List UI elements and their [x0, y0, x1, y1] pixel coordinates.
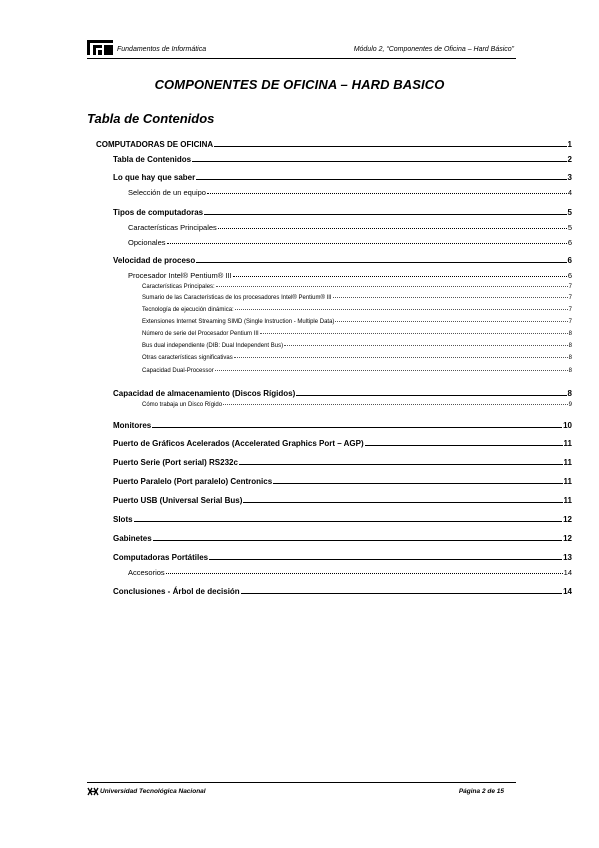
toc-entry[interactable] — [113, 155, 572, 164]
toc-entry-page: 1 — [567, 140, 572, 149]
toc-leader — [215, 370, 568, 371]
toc-entry[interactable] — [142, 295, 572, 301]
toc-leader — [260, 333, 568, 334]
toc-entry-title: Características Principales — [128, 223, 217, 232]
toc-leader — [218, 228, 567, 229]
toc-entry[interactable] — [142, 319, 572, 325]
page-footer — [87, 786, 516, 800]
toc-entry-page: 13 — [563, 553, 572, 562]
toc-leader — [166, 573, 563, 574]
toc-leader — [234, 357, 568, 358]
toc-entry-page: 9 — [568, 402, 572, 408]
toc-entry-page: 8 — [568, 368, 572, 374]
toc-entry[interactable] — [128, 238, 572, 247]
toc-entry-page: 6 — [567, 238, 572, 247]
toc-leader — [241, 593, 562, 594]
toc-entry-title: Gabinetes — [113, 534, 152, 543]
toc-entry[interactable] — [128, 568, 572, 577]
toc-entry[interactable] — [113, 553, 572, 562]
toc-entry-title: Computadoras Portátiles — [113, 553, 209, 562]
toc-entry-title: Sumario de las Características de los procesadores Intel® Pentium® III — [142, 295, 332, 301]
toc-entry-page: 7 — [568, 284, 572, 290]
toc-leader — [216, 286, 568, 287]
footer-rule — [87, 782, 516, 783]
header-left-text: Fundamentos de Informática — [117, 46, 207, 53]
toc-entry[interactable] — [128, 223, 572, 232]
toc-entry-title: Slots — [113, 515, 133, 524]
toc-leader — [296, 395, 566, 396]
toc-leader — [239, 464, 563, 465]
toc-entry[interactable] — [113, 515, 572, 524]
toc-entry[interactable] — [113, 458, 572, 467]
toc-entry-title: Accesorios — [128, 568, 165, 577]
toc-leader — [153, 540, 562, 541]
toc-entry[interactable] — [113, 534, 572, 543]
toc-entry[interactable] — [142, 307, 572, 313]
toc-entry[interactable] — [113, 421, 572, 430]
toc-leader — [196, 179, 566, 180]
toc-entry[interactable] — [128, 271, 572, 280]
university-logo-icon — [87, 787, 99, 796]
toc-leader — [152, 427, 562, 428]
header-right-text: Módulo 2, “Componentes de Oficina – Hard Básico” — [353, 46, 514, 53]
toc-entry[interactable] — [142, 368, 572, 374]
toc-entry-page: 14 — [563, 568, 572, 577]
toc-entry[interactable] — [113, 256, 572, 265]
toc-entry-title: Puerto USB (Universal Serial Bus) — [113, 496, 243, 505]
toc-leader — [134, 521, 563, 522]
toc-entry-title: Extensiones Internet Streaming SIMD (Single Instruction - Multiple Data) — [142, 319, 335, 325]
toc-entry[interactable] — [113, 496, 572, 505]
toc-entry-page: 14 — [563, 587, 572, 596]
toc-leader — [196, 262, 566, 263]
toc-entry-title: Procesador Intel® Pentium® III — [128, 271, 232, 280]
toc-entry[interactable] — [113, 173, 572, 182]
toc-leader — [214, 146, 566, 147]
toc-entry-title: Velocidad de proceso — [113, 256, 196, 265]
toc-entry[interactable] — [113, 208, 572, 217]
toc-leader — [284, 345, 568, 346]
toc-entry-title: Número de serie del Procesador Pentium III — [142, 331, 259, 337]
toc-entry-page: 2 — [567, 155, 572, 164]
toc-entry-page: 5 — [567, 223, 572, 232]
toc-heading: Tabla de Contenidos — [87, 111, 215, 126]
toc-entry-page: 12 — [563, 534, 572, 543]
toc-entry-title: Puerto de Gráficos Acelerados (Accelerated Graphics Port – AGP) — [113, 439, 364, 448]
toc-entry-title: COMPUTADORAS DE OFICINA — [96, 140, 214, 149]
document-title: COMPONENTES DE OFICINA – HARD BASICO — [154, 77, 445, 92]
toc-leader — [235, 309, 568, 310]
toc-entry-title: Selección de un equipo — [128, 188, 206, 197]
toc-leader — [209, 559, 562, 560]
toc-entry[interactable] — [113, 439, 572, 448]
toc-entry-title: Monitores — [113, 421, 152, 430]
toc-entry-title: Características Principales: — [142, 284, 215, 290]
toc-leader — [365, 445, 563, 446]
toc-entry-title: Bus dual independiente (DIB: Dual Independent Bus) — [142, 343, 284, 349]
toc-entry-title: Tecnología de ejecución dinámica: — [142, 307, 234, 313]
toc-leader — [273, 483, 562, 484]
toc-entry-page: 4 — [567, 188, 572, 197]
toc-entry[interactable] — [113, 477, 572, 486]
toc-entry[interactable] — [113, 587, 572, 596]
toc-entry-title: Conclusiones - Árbol de decisión — [113, 587, 240, 596]
toc-entry-page: 7 — [568, 307, 572, 313]
toc-entry-page: 11 — [563, 477, 572, 486]
toc-entry[interactable] — [142, 343, 572, 349]
toc-entry-title: Lo que hay que saber — [113, 173, 196, 182]
toc-entry-title: Tabla de Contenidos — [113, 155, 192, 164]
toc-entry[interactable] — [142, 402, 572, 408]
toc-entry-title: Puerto Serie (Port serial) RS232c — [113, 458, 238, 467]
toc-entry-page: 6 — [567, 256, 572, 265]
toc-entry-title: Otras características significativas — [142, 355, 233, 361]
toc-entry[interactable] — [142, 355, 572, 361]
toc-entry-page: 8 — [568, 343, 572, 349]
footer-page-number: Página 2 de 15 — [458, 788, 504, 795]
toc-entry[interactable] — [142, 284, 572, 290]
toc-entry-page: 8 — [568, 355, 572, 361]
toc-entry-page: 3 — [567, 173, 572, 182]
toc-entry[interactable] — [113, 389, 572, 398]
toc-entry-page: 11 — [563, 458, 572, 467]
toc-leader — [333, 297, 568, 298]
toc-entry-page: 7 — [568, 319, 572, 325]
toc-leader — [204, 214, 566, 215]
toc-leader — [167, 243, 567, 244]
toc-leader — [192, 161, 566, 162]
toc-entry-title: Cómo trabaja un Disco Rígido — [142, 402, 223, 408]
toc-entry-page: 6 — [567, 271, 572, 280]
toc-leader — [223, 404, 568, 405]
toc-entry-page: 7 — [568, 295, 572, 301]
toc-entry-title: Puerto Paralelo (Port paralelo) Centronics — [113, 477, 273, 486]
toc-entry-title: Capacidad Dual-Processor — [142, 368, 214, 374]
toc-entry-page: 8 — [567, 389, 572, 398]
toc-entry-page: 11 — [563, 439, 572, 448]
toc-leader — [243, 502, 562, 503]
toc-leader — [207, 193, 567, 194]
toc-entry-page: 12 — [563, 515, 572, 524]
toc-entry-title: Capacidad de almacenamiento (Discos Rígidos) — [113, 389, 296, 398]
toc-entry-page: 10 — [563, 421, 572, 430]
toc-leader — [335, 321, 567, 322]
toc-entry-title: Tipos de computadoras — [113, 208, 204, 217]
toc-entry[interactable] — [142, 331, 572, 337]
toc-entry-page: 5 — [567, 208, 572, 217]
toc-leader — [233, 276, 567, 277]
toc-entry-page: 11 — [563, 496, 572, 505]
toc-entry[interactable] — [128, 188, 572, 197]
toc-entry[interactable] — [96, 140, 572, 149]
footer-left-text: Universidad Tecnológica Nacional — [100, 788, 206, 795]
toc-entry-title: Opcionales — [128, 238, 166, 247]
toc-entry-page: 8 — [568, 331, 572, 337]
